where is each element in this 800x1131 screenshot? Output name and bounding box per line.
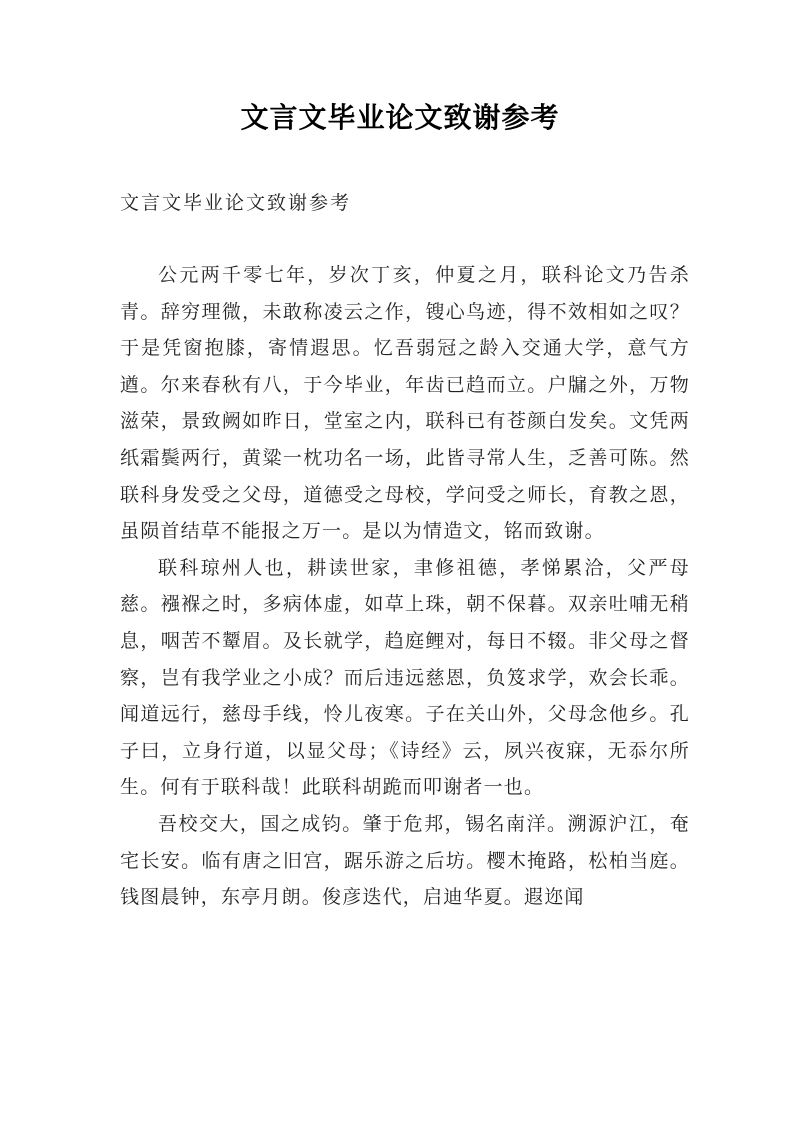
paragraph: 公元两千零七年，岁次丁亥，仲夏之月，联科论文乃告杀青。辞穷理微，未敢称凌云之作，锼心鸟迹，得不效相如之叹？于是凭窗抱膝，寄情遐思。忆吾弱冠之龄入交通大学，意气方遒。尔来春秋有八，于今毕业，年齿已趋而立。户牖之外，万物滋荣，景致阙如昨日，堂室之内，联科已有苍颜白发矣。文凭两纸霜鬓两行，黄粱一枕功名一场，此皆寻常人生，乏善可陈。然联科身发受之父母，道德受之母校，学问受之师长，育教之恩，虽陨首结草不能报之万一。是以为情造文，铭而致谢。 bbox=[120, 264, 690, 543]
paragraph: 联科琼州人也，耕读世家，聿修祖德，孝悌累洽，父严母慈。襁褓之时，多病体虚，如草上珠，朝不保暮。双亲吐哺无稍息，咽苦不颦眉。及长就学，趋庭鲤对，每日不辍。非父母之督察，岂有我学业之小成？而后违远慈恩，负笈求学，欢会长乖。闻道远行，慈母手线，怜儿夜寒。子在关山外，父母念他乡。孔子曰，立身行道，以显父母；《诗经》云，夙兴夜寐，无忝尔所生。何有于联科哉！此联科胡跪而叩谢者一也。 bbox=[120, 556, 690, 799]
paragraph: 吾校交大，国之成钧。肇于危邦，锡名南洋。溯源沪江，奄宅长安。临有唐之旧宫，踞乐游之后坊。樱木掩路，松柏当庭。钱图晨钟，东亭月朗。俊彦迭代，启迪华夏。遐迩闻 bbox=[120, 812, 690, 909]
document-body bbox=[120, 257, 690, 916]
document-title: 文言文毕业论文致谢参考 bbox=[240, 101, 560, 134]
document-subtitle: 文言文毕业论文致谢参考 bbox=[120, 192, 352, 214]
